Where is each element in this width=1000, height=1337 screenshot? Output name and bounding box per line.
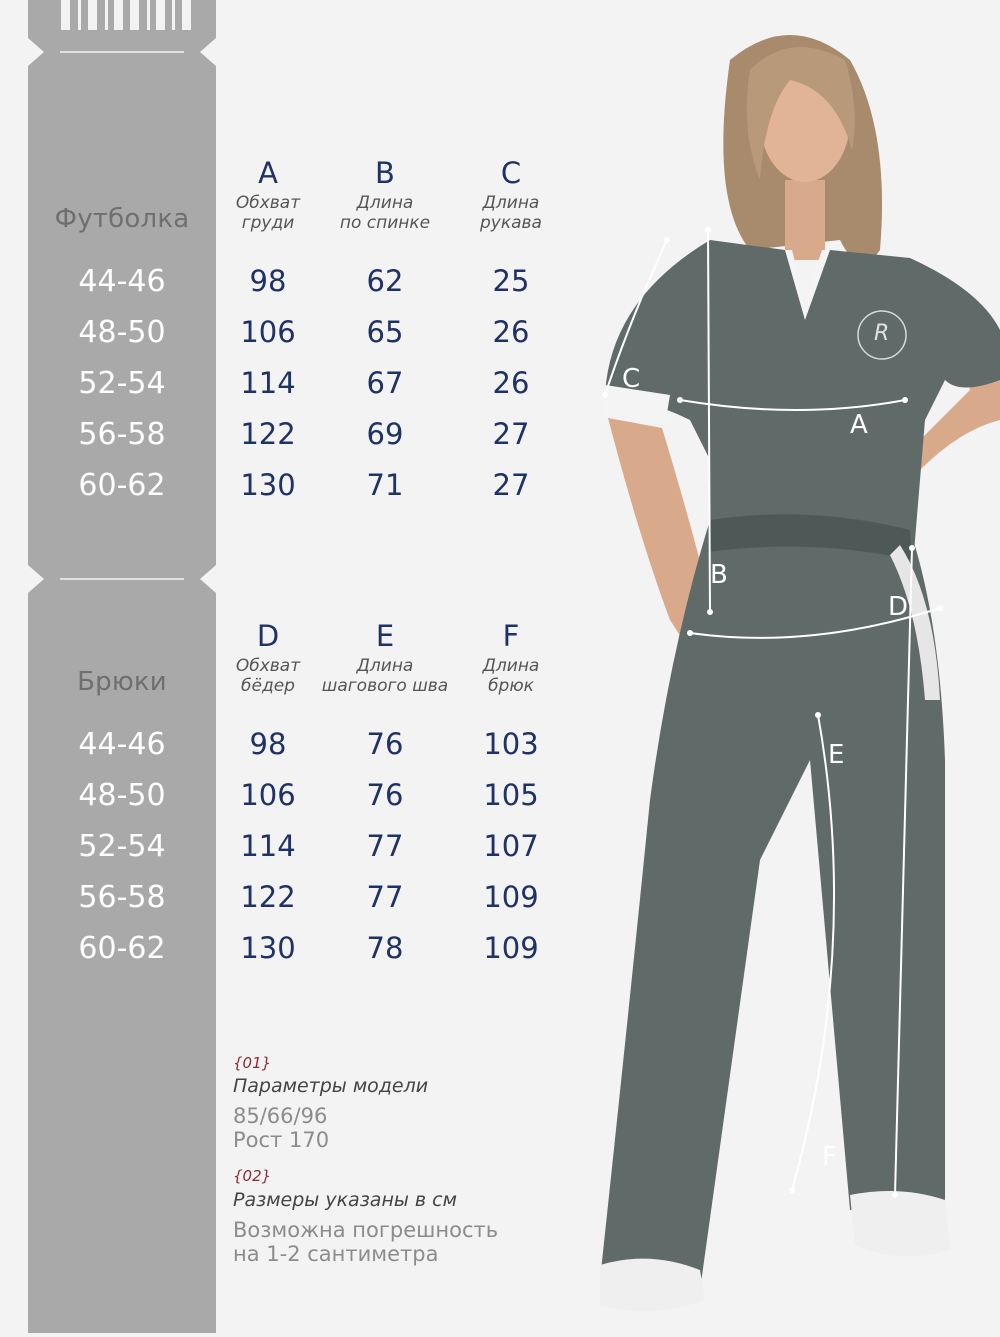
size-label: 44-46 (78, 727, 166, 762)
note-tag: {02} (233, 1167, 272, 1185)
table-cell: 130 (240, 468, 296, 502)
measure-label-e: E (828, 740, 845, 770)
size-label: 60-62 (78, 468, 166, 503)
measure-label-f: F (822, 1142, 837, 1172)
size-label: 44-46 (78, 264, 166, 299)
table-cell: 71 (366, 468, 404, 502)
table-cell: 65 (366, 315, 404, 349)
column-letter: C (500, 156, 522, 190)
note-heading: Размеры указаны в см (233, 1189, 457, 1211)
section-label-bottom: Брюки (77, 667, 167, 697)
table-cell: 106 (240, 315, 296, 349)
size-label: 52-54 (78, 366, 166, 401)
column-letter: A (258, 156, 278, 190)
note-tag: {01} (233, 1054, 272, 1072)
note-text: Рост 170 (233, 1128, 330, 1152)
table-cell: 130 (240, 931, 296, 965)
table-cell: 114 (240, 829, 296, 863)
size-label: 56-58 (78, 417, 166, 452)
section-label-top: Футболка (54, 204, 190, 234)
size-label: 56-58 (78, 880, 166, 915)
size-label: 48-50 (78, 778, 166, 813)
table-cell: 105 (483, 778, 539, 812)
table-cell: 62 (366, 264, 404, 298)
table-cell: 77 (366, 829, 404, 863)
model-illustration (560, 0, 1000, 1333)
table-cell: 106 (240, 778, 296, 812)
table-cell: 107 (483, 829, 539, 863)
column-desc: Длина брюк (482, 656, 540, 696)
size-label: 60-62 (78, 931, 166, 966)
table-cell: 69 (366, 417, 404, 451)
size-label: 52-54 (78, 829, 166, 864)
note-text: 85/66/96 (233, 1104, 328, 1128)
table-cell: 76 (366, 727, 404, 761)
column-letter: F (502, 619, 520, 653)
shirt-logo: R (874, 321, 890, 346)
table-cell: 77 (366, 880, 404, 914)
note-text: на 1-2 сантиметра (233, 1242, 439, 1266)
table-cell: 103 (483, 727, 539, 761)
size-label: 48-50 (78, 315, 166, 350)
table-cell: 25 (492, 264, 530, 298)
table-cell: 26 (492, 315, 530, 349)
table-cell: 122 (240, 417, 296, 451)
note-heading: Параметры модели (233, 1075, 429, 1097)
table-cell: 122 (240, 880, 296, 914)
table-cell: 98 (249, 727, 287, 761)
column-letter: B (375, 156, 395, 190)
column-letter: E (375, 619, 395, 653)
table-cell: 114 (240, 366, 296, 400)
barcode-decoration (61, 0, 191, 30)
table-cell: 98 (249, 264, 287, 298)
table-cell: 109 (483, 880, 539, 914)
measure-label-b: B (710, 560, 728, 590)
table-cell: 109 (483, 931, 539, 965)
column-desc: Обхват груди (235, 193, 301, 233)
column-desc: Обхват бёдер (235, 656, 301, 696)
column-letter: D (256, 619, 280, 653)
table-cell: 27 (492, 417, 530, 451)
model-photo (560, 0, 1000, 1333)
measure-label-d: D (888, 592, 909, 622)
column-desc: Длина шагового шва (321, 656, 449, 696)
column-desc: Длина по спинке (339, 193, 431, 233)
measure-label-a: A (850, 410, 868, 440)
table-cell: 26 (492, 366, 530, 400)
table-cell: 78 (366, 931, 404, 965)
column-desc: Длина рукава (480, 193, 542, 233)
table-cell: 76 (366, 778, 404, 812)
measure-label-c: C (622, 364, 641, 394)
note-text: Возможна погрешность (233, 1218, 499, 1242)
table-cell: 27 (492, 468, 530, 502)
table-cell: 67 (366, 366, 404, 400)
